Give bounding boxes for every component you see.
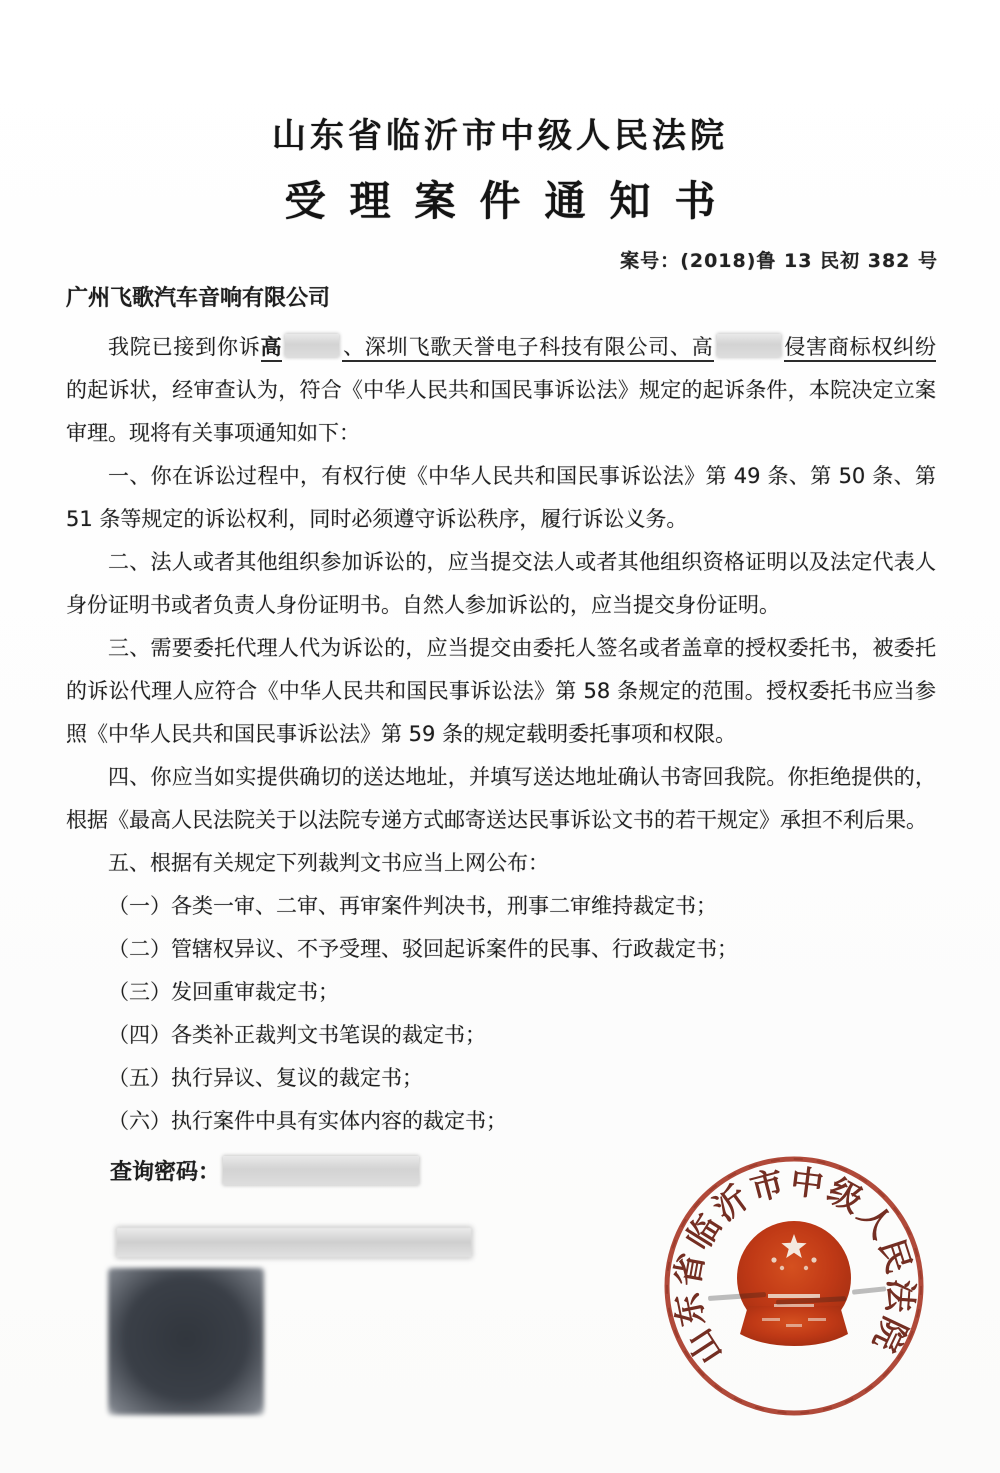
addressee-company: 广州飞歌汽车音响有限公司 bbox=[66, 286, 331, 311]
national-emblem-icon bbox=[737, 1221, 851, 1346]
seal-arc-text: 山东省临沂市中级人民法院 bbox=[667, 1161, 921, 1372]
notice-item-1: 一、你在诉讼过程中，有权行使《中华人民共和国民事诉讼法》第 49 条、第 50 条、第 51 条等规定的诉讼权利，同时必须遵守诉讼秩序，履行诉讼义务。 bbox=[66, 464, 936, 531]
notice-subitem-2: （二）管辖权异议、不予受理、驳回起诉案件的民事、行政裁定书； bbox=[108, 937, 738, 961]
intro-text-1: 我院已接到你诉 bbox=[108, 335, 261, 359]
redaction-bar bbox=[117, 1228, 471, 1257]
case-number-label: 案号： bbox=[620, 250, 681, 272]
query-password-label: 查询密码： bbox=[110, 1160, 221, 1185]
redaction-box bbox=[717, 334, 781, 357]
redaction-box bbox=[223, 1156, 419, 1185]
notice-subitem-1: （一）各类一审、二审、再审案件判决书，刑事二审维持裁定书； bbox=[108, 894, 717, 918]
notice-item-3: 三、需要委托代理人代为诉讼的，应当提交由委托人签名或者盖章的授权委托书，被委托的诉讼代理人应符合《中华人民共和国民事诉讼法》第 58 条规定的范围。授权委托书应当参照《中华人民共和国民事诉讼法》第 59 条的规定载明委托事项和权限。 bbox=[66, 636, 936, 746]
notice-item-5: 五、根据有关规定下列裁判文书应当上网公布： bbox=[108, 851, 549, 875]
court-seal bbox=[656, 1148, 932, 1424]
notice-subitem-6: （六）执行案件中具有实体内容的裁定书； bbox=[108, 1109, 507, 1133]
redaction-block bbox=[108, 1268, 264, 1415]
notice-item-2: 二、法人或者其他组织参加诉讼的，应当提交法人或者其他组织资格证明以及法定代表人身份证明书或者负责人身份证明书。自然人参加诉讼的，应当提交身份证明。 bbox=[66, 550, 936, 617]
case-number bbox=[620, 246, 938, 273]
intro-paragraph bbox=[66, 326, 936, 455]
defendant-surname-1: 高 bbox=[261, 335, 283, 362]
court-name: 山东省临沂市中级人民法院 bbox=[272, 116, 728, 156]
notice-subitem-5: （五）执行异议、复议的裁定书； bbox=[108, 1066, 423, 1090]
intro-text-2: 的起诉状，经审查认为，符合《中华人民共和国民事诉讼法》规定的起诉条件，本院决定立案审理。现将有关事项通知如下： bbox=[66, 378, 936, 445]
cause-of-action: 侵害商标权纠纷 bbox=[784, 335, 937, 362]
redaction-box bbox=[285, 334, 339, 357]
document-title: 受理案件通知书 bbox=[284, 177, 740, 225]
notice-subitem-4: （四）各类补正裁判文书笔误的裁定书； bbox=[108, 1023, 486, 1047]
case-number-value: (2018)鲁 13 民初 382 号 bbox=[680, 250, 938, 272]
notice-body bbox=[66, 282, 936, 1194]
notice-item-4: 四、你应当如实提供确切的送达地址，并填写送达地址确认书寄回我院。你拒绝提供的，根据《最高人民法院关于以法院专递方式邮寄送达民事诉讼文书的若干规定》承担不利后果。 bbox=[66, 765, 936, 832]
defendant-company: 、深圳飞歌天誉电子科技有限公司、高 bbox=[342, 335, 713, 362]
notice-subitem-3: （三）发回重审裁定书； bbox=[108, 980, 339, 1004]
